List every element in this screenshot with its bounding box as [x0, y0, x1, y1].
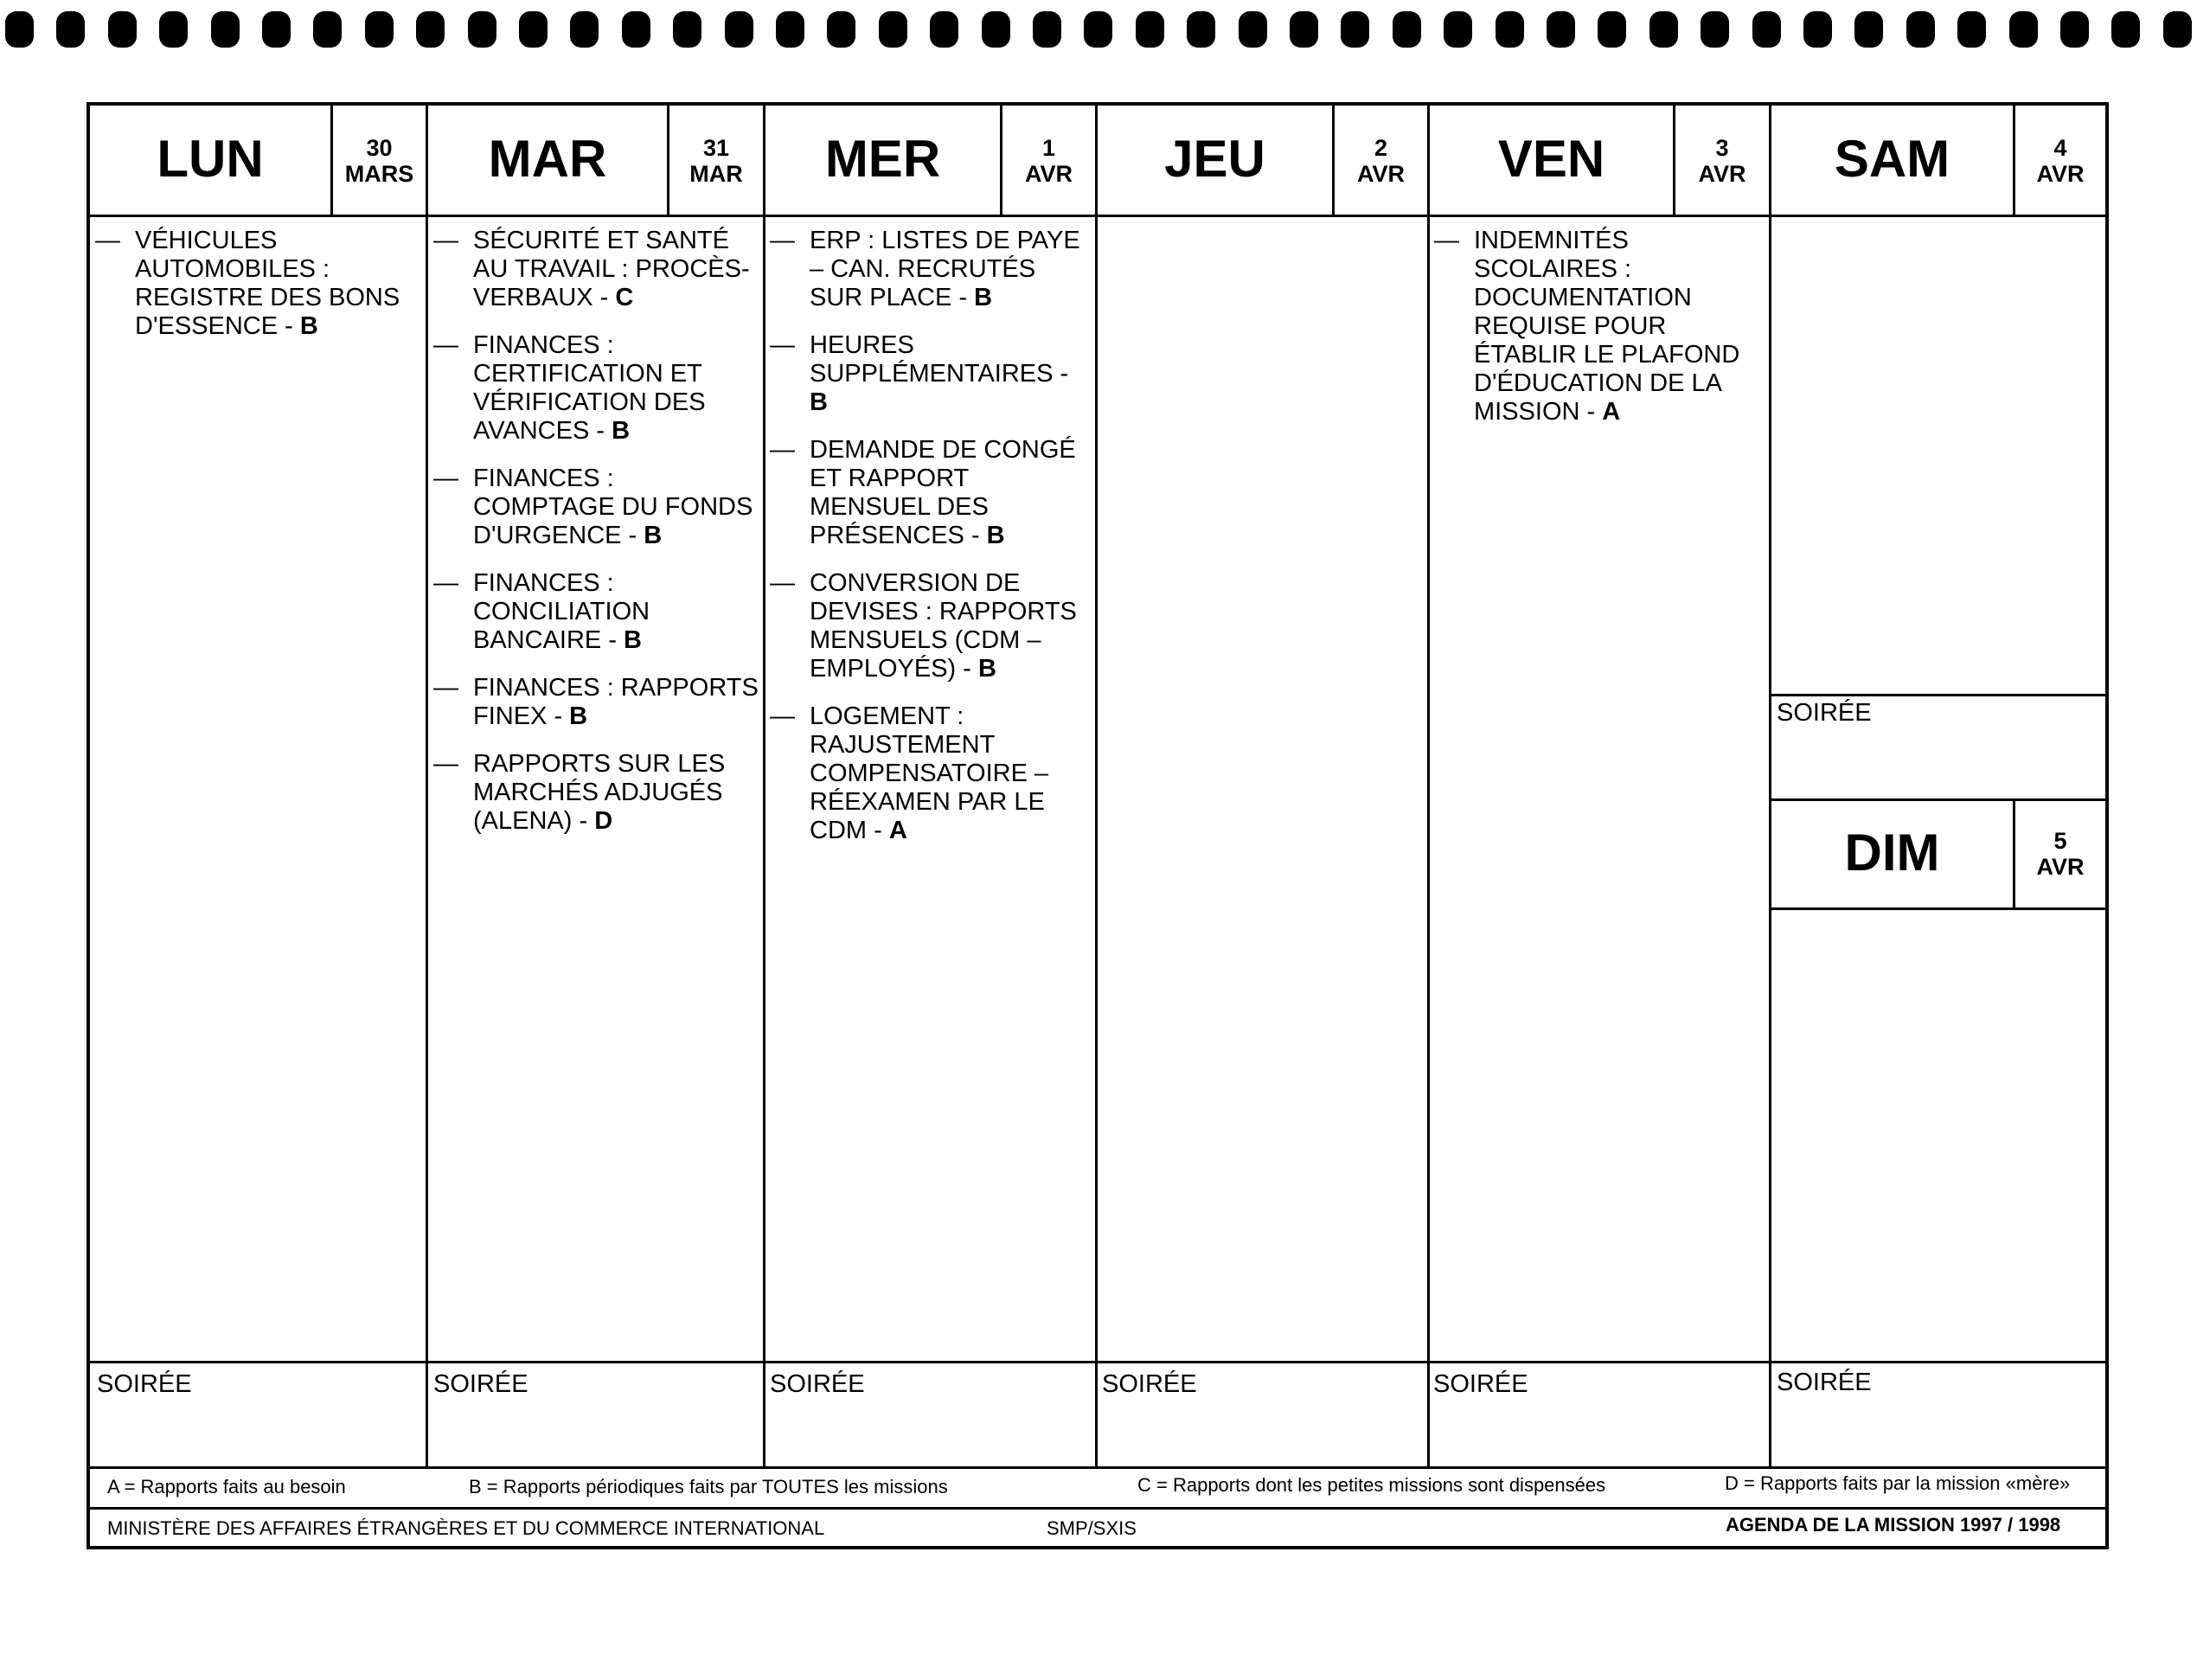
binding-hole [159, 11, 188, 48]
agenda-entry [770, 702, 1093, 845]
binding-hole [930, 11, 958, 48]
entry-text: FINANCES : RAPPORTS FINEX - [473, 674, 759, 730]
entry-code: B [810, 388, 828, 416]
entry-dash: — [770, 702, 795, 730]
agenda-entry [433, 569, 762, 655]
entries-lun [95, 227, 424, 360]
binding-hole [313, 11, 342, 48]
footer-code: SMP/SXIS [1047, 1517, 1137, 1539]
entry-text: RAPPORTS SUR LES MARCHÉS ADJUGÉS (ALENA) - [473, 750, 726, 835]
agenda-entry [770, 569, 1093, 683]
binding-hole [1752, 11, 1781, 48]
divider [1427, 106, 1430, 1466]
entry-code: B [569, 702, 588, 730]
entry-text: INDEMNITÉS SCOLAIRES : DOCUMENTATION REQUISE POUR ÉTABLIR LE PLAFOND D'ÉDUCATION DE LA MISSION - [1474, 227, 1740, 426]
agenda-entry [1434, 227, 1768, 426]
entry-code: C [615, 284, 634, 311]
day-date-lun [333, 135, 426, 187]
binding-hole [1444, 11, 1472, 48]
binding-hole [1290, 11, 1318, 48]
entry-dash: — [95, 227, 120, 254]
day-name-dim: DIM [1844, 824, 1940, 882]
entry-text: FINANCES : CERTIFICATION ET VÉRIFICATION DES AVANCES - [473, 331, 706, 445]
day-number: 31 [702, 135, 730, 161]
binding-hole [1084, 11, 1112, 48]
soiree-label-jeu: SOIRÉE [1102, 1370, 1197, 1398]
binding-hole [416, 11, 445, 48]
day-date-dim [2015, 828, 2105, 880]
entry-text: LOGEMENT : RAJUSTEMENT COMPENSATOIRE – RÉEXAMEN PAR LE CDM - [810, 702, 1049, 844]
entry-code: B [299, 312, 318, 340]
legend-b: B = Rapports périodiques faits par TOUTES les missions [469, 1476, 948, 1497]
divider [763, 106, 765, 1466]
day-month: AVR [2036, 161, 2085, 187]
binding-hole [1701, 11, 1729, 48]
entry-code: B [978, 655, 996, 683]
agenda-entry [770, 227, 1093, 312]
agenda-entry [770, 331, 1093, 417]
day-name-jeu: JEU [1164, 130, 1265, 188]
binding-hole [5, 11, 34, 48]
day-number: 3 [1715, 135, 1729, 161]
entry-code: A [1602, 398, 1621, 426]
entry-dash: — [770, 331, 795, 359]
binding-hole [108, 11, 137, 48]
day-name-ven: VEN [1497, 130, 1605, 188]
divider [1769, 694, 2105, 696]
legend-rule [90, 1466, 2105, 1469]
entry-dash: — [433, 674, 458, 702]
binding-hole [570, 11, 599, 48]
entries-ven [1434, 227, 1768, 446]
binding-hole [1598, 11, 1626, 48]
agenda-entry [95, 227, 424, 341]
entry-dash: — [433, 465, 458, 492]
entries-mer [770, 227, 1093, 864]
binding-hole [262, 11, 291, 48]
entry-dash: — [433, 569, 458, 597]
binding-hole [673, 11, 701, 48]
binding-hole [1906, 11, 1935, 48]
binding-hole [2111, 11, 2140, 48]
entry-code: B [644, 522, 663, 549]
entry-dash: — [433, 227, 458, 254]
binding-hole [879, 11, 907, 48]
divider [1769, 907, 2105, 910]
binding-hole [827, 11, 855, 48]
day-month: MAR [689, 161, 743, 187]
entry-text: HEURES SUPPLÉMENTAIRES - [810, 331, 1069, 388]
day-date-mer [1002, 135, 1095, 187]
binding-hole [519, 11, 548, 48]
binding-hole [1496, 11, 1524, 48]
binding-hole [1547, 11, 1575, 48]
entry-code: A [888, 817, 907, 844]
day-number: 5 [2053, 828, 2067, 854]
binding-hole [56, 11, 85, 48]
binding-hole [1957, 11, 1986, 48]
day-date-ven [1675, 135, 1769, 187]
entry-text: VÉHICULES AUTOMOBILES : REGISTRE DES BONS D'ESSENCE - [135, 227, 400, 340]
day-month: AVR [1024, 161, 1073, 187]
binding-hole [982, 11, 1010, 48]
day-name-mer: MER [824, 130, 941, 188]
day-name-sam: SAM [1834, 130, 1950, 188]
day-number: 1 [1041, 135, 1056, 161]
binding-hole [468, 11, 496, 48]
entry-dash: — [1434, 227, 1459, 254]
entry-dash: — [770, 569, 795, 597]
binding-hole [2163, 11, 2192, 48]
binding-hole [365, 11, 394, 48]
binding-hole [1341, 11, 1369, 48]
agenda-entry [433, 750, 762, 836]
binding-hole [1239, 11, 1267, 48]
binding-hole [211, 11, 240, 48]
agenda-entry [433, 465, 762, 550]
binding-holes [0, 0, 2197, 55]
day-name-lun: LUN [157, 130, 264, 188]
divider [1769, 798, 2105, 801]
agenda-entry [433, 674, 762, 731]
entry-text: ERP : LISTES DE PAYE – CAN. RECRUTÉS SUR PLACE - [810, 227, 1080, 311]
entry-code: B [612, 417, 631, 445]
day-date-sam [2015, 135, 2105, 187]
header-rule [90, 215, 2105, 217]
binding-hole [2009, 11, 2038, 48]
footer-ministry: MINISTÈRE DES AFFAIRES ÉTRANGÈRES ET DU COMMERCE INTERNATIONAL [107, 1517, 825, 1539]
entry-dash: — [770, 436, 795, 464]
binding-hole [1649, 11, 1678, 48]
entries-mar [433, 227, 762, 855]
divider [1769, 106, 1771, 1466]
binding-hole [1136, 11, 1164, 48]
binding-hole [2060, 11, 2089, 48]
day-number: 4 [2053, 135, 2067, 161]
weekly-planner-grid [86, 102, 2109, 1549]
agenda-entry [433, 227, 762, 312]
entry-text: CONVERSION DE DEVISES : RAPPORTS MENSUELS (CDM – EMPLOYÉS) - [810, 569, 1077, 683]
day-month: AVR [1356, 161, 1405, 187]
divider [1095, 106, 1098, 1466]
soiree-label-sam: SOIRÉE [1777, 699, 1872, 727]
footer-rule [90, 1507, 2105, 1510]
divider [426, 106, 428, 1466]
soiree-label-ven: SOIRÉE [1433, 1370, 1528, 1398]
entry-dash: — [770, 227, 795, 254]
day-date-jeu [1335, 135, 1427, 187]
day-month: MARS [344, 161, 414, 187]
binding-hole [725, 11, 753, 48]
entry-text: FINANCES : CONCILIATION BANCAIRE - [473, 569, 650, 654]
entry-code: D [594, 807, 613, 835]
binding-hole [1033, 11, 1061, 48]
soiree-label-mar: SOIRÉE [433, 1370, 528, 1398]
footer-agenda: AGENDA DE LA MISSION 1997 / 1998 [1726, 1514, 2061, 1536]
day-number: 30 [366, 135, 393, 161]
legend-d: D = Rapports faits par la mission «mère» [1725, 1472, 2071, 1494]
day-date-mar [669, 135, 763, 187]
entry-code: B [974, 284, 993, 311]
binding-hole [1803, 11, 1832, 48]
day-name-mar: MAR [488, 130, 607, 188]
binding-hole [1854, 11, 1883, 48]
day-number: 2 [1374, 135, 1388, 161]
day-month: AVR [2036, 854, 2085, 880]
binding-hole [622, 11, 650, 48]
entry-dash: — [433, 331, 458, 359]
soiree-label-lun: SOIRÉE [97, 1370, 192, 1398]
entry-text: DEMANDE DE CONGÉ ET RAPPORT MENSUEL DES PRÉSENCES - [810, 436, 1076, 549]
binding-hole [1187, 11, 1215, 48]
soiree-label-mer: SOIRÉE [770, 1370, 865, 1398]
agenda-entry [433, 331, 762, 446]
entry-text: SÉCURITÉ ET SANTÉ AU TRAVAIL : PROCÈS-VERBAUX - [473, 227, 750, 311]
entry-text: FINANCES : COMPTAGE DU FONDS D'URGENCE - [473, 465, 753, 549]
entry-code: B [986, 522, 1005, 549]
legend-a: A = Rapports faits au besoin [107, 1476, 346, 1497]
agenda-entry [770, 436, 1093, 550]
entry-dash: — [433, 750, 458, 778]
entry-code: B [624, 626, 642, 654]
day-month: AVR [1698, 161, 1746, 187]
binding-hole [776, 11, 804, 48]
soiree-label-sam-bottom: SOIRÉE [1777, 1369, 1872, 1396]
binding-hole [1393, 11, 1421, 48]
soiree-rule [90, 1361, 2105, 1363]
legend-c: C = Rapports dont les petites missions sont dispensées [1137, 1474, 1606, 1496]
